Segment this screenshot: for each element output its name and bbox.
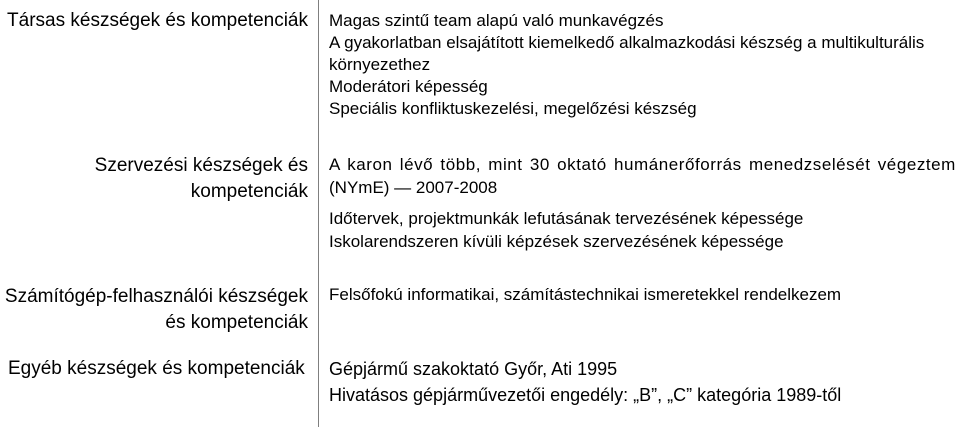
skill-line: Felsőfokú informatikai, számítástechnikai ismeretekkel rendelkezem [329, 285, 842, 304]
skill-line: Moderátori képesség [329, 77, 488, 96]
skill-line: Időtervek, projektmunkák lefutásának tervezésének képessége [329, 209, 804, 228]
organizational-skills-content [329, 153, 959, 253]
skill-line: Iskolarendszeren kívüli képzések szervezésének képessége [329, 232, 784, 251]
skill-line: Speciális konfliktuskezelési, megelőzési készség [329, 99, 697, 118]
section-label-line: kompetenciák [190, 181, 308, 202]
skill-line: (NYmE) — 2007-2008 [329, 178, 498, 197]
social-skills-label [0, 8, 308, 34]
section-label-line: és kompetenciák [165, 312, 308, 333]
section-label-line: Szervezési készségek és [94, 155, 308, 176]
skill-line: környezethez [329, 55, 431, 74]
social-skills-content [329, 10, 959, 120]
section-label-line: Számítógép-felhasználói készségek [4, 286, 308, 307]
skill-line: Gépjármű szakoktató Győr, Ati 1995 [329, 359, 618, 379]
skill-line: A karon lévő több, mint 30 oktató humánerőforrás menedzselését végeztem [329, 155, 956, 174]
other-skills-label [8, 356, 316, 382]
computer-skills-content [329, 284, 959, 306]
column-divider [318, 0, 319, 427]
skill-line: Magas szintű team alapú való munkavégzés [329, 11, 664, 30]
computer-skills-label [0, 284, 308, 336]
organizational-skills-label [0, 153, 308, 205]
other-skills-content [329, 356, 959, 408]
section-label-line: Egyéb készségek és kompetenciák [8, 358, 305, 379]
skill-line: Hivatásos gépjárművezetői engedély: „B”, „C” kategória 1989-től [329, 385, 842, 405]
section-label-line: Társas készségek és kompetenciák [7, 10, 308, 31]
skill-line: A gyakorlatban elsajátított kiemelkedő alkalmazkodási készség a multikulturális [329, 33, 925, 52]
